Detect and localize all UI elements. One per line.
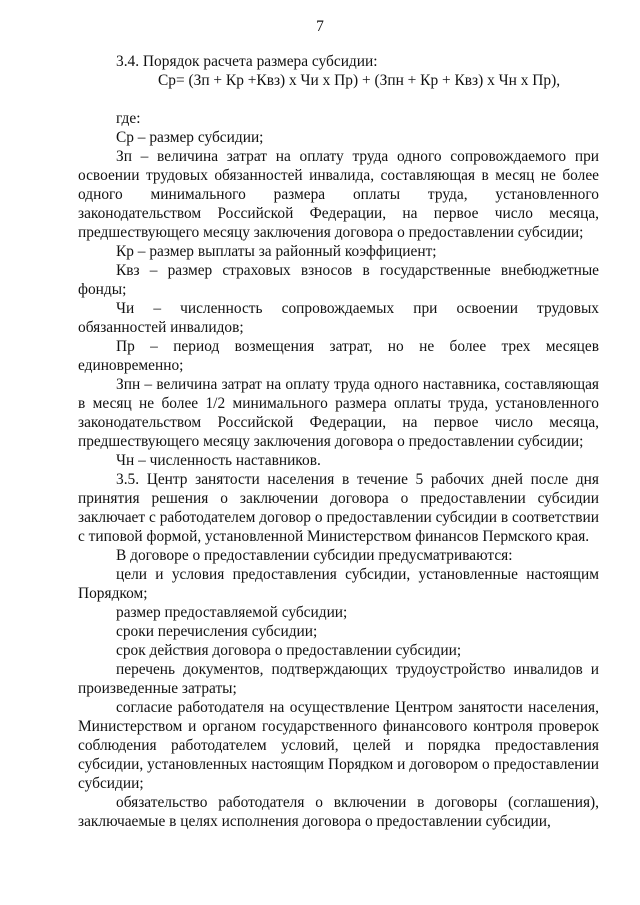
- contract-item-duration: срок действия договора о предоставлении субсидии;: [116, 642, 462, 659]
- where-label: где:: [116, 110, 141, 127]
- section-heading: 3.4. Порядок расчета размера субсидии:: [116, 53, 378, 70]
- contract-item-consent: согласие работодателя на осуществление Центром занятости населения, Министерством и органом государственного финансового контроля проверок соблюдения работодателем условий, целей и порядка предоставления субсидии, установленных настоящим Порядком и договором о предоставлении субсидии;: [78, 699, 599, 792]
- definition-sr: Ср – размер субсидии;: [116, 129, 264, 146]
- section-3-5: 3.5. Центр занятости населения в течение 5 рабочих дней после дня принятия решения о заключении договора о предоставлении субсидии заключает с работодателем договор о предоставлении субсидии в соответствии с типовой формой, установленной Министерством финансов Пермского края.: [78, 471, 599, 545]
- document-body: [78, 52, 599, 831]
- definition-pr: Пр – период возмещения затрат, но не более трех месяцев единовременно;: [78, 338, 599, 374]
- definition-chi: Чи – численность сопровождаемых при освоении трудовых обязанностей инвалидов;: [78, 300, 599, 336]
- subsidy-formula: Ср= (Зп + Кр +Квз) х Чи х Пр) + (Зпн + Кр + Квз) х Чн х Пр),: [158, 72, 561, 89]
- definition-zpn: Зпн – величина затрат на оплату труда одного наставника, составляющая в месяц не более 1/2 минимального размера оплаты труда, установленного законодательством Российской Федерации, на первое число месяца, предшествующего месяцу заключения договора о предоставлении субсидии;: [78, 376, 599, 450]
- contract-intro: В договоре о предоставлении субсидии предусматриваются:: [116, 547, 513, 564]
- definition-kr: Кр – размер выплаты за районный коэффициент;: [116, 243, 437, 260]
- contract-item-obligation: обязательство работодателя о включении в договоры (соглашения), заключаемые в целях исполнения договора о предоставлении субсидии,: [78, 794, 599, 830]
- contract-item-goals: цели и условия предоставления субсидии, установленные настоящим Порядком;: [78, 566, 599, 602]
- definition-kvz: Квз – размер страховых взносов в государственные внебюджетные фонды;: [78, 262, 599, 298]
- blank-line: [78, 90, 599, 109]
- definition-chn: Чн – численность наставников.: [116, 452, 321, 469]
- contract-item-amount: размер предоставляемой субсидии;: [116, 604, 348, 621]
- page-number: 7: [316, 18, 324, 35]
- contract-item-transfer-terms: сроки перечисления субсидии;: [116, 623, 318, 640]
- definition-zp: Зп – величина затрат на оплату труда одного сопровождаемого при освоении трудовых обязанностей инвалида, составляющая в месяц не более одного минимального размера оплаты труда, установленного законодательством Российской Федерации, на первое число месяца, предшествующего месяцу заключения договора о предоставлении субсидии;: [78, 148, 599, 241]
- contract-item-documents: перечень документов, подтверждающих трудоустройство инвалидов и произведенные затраты;: [78, 661, 599, 697]
